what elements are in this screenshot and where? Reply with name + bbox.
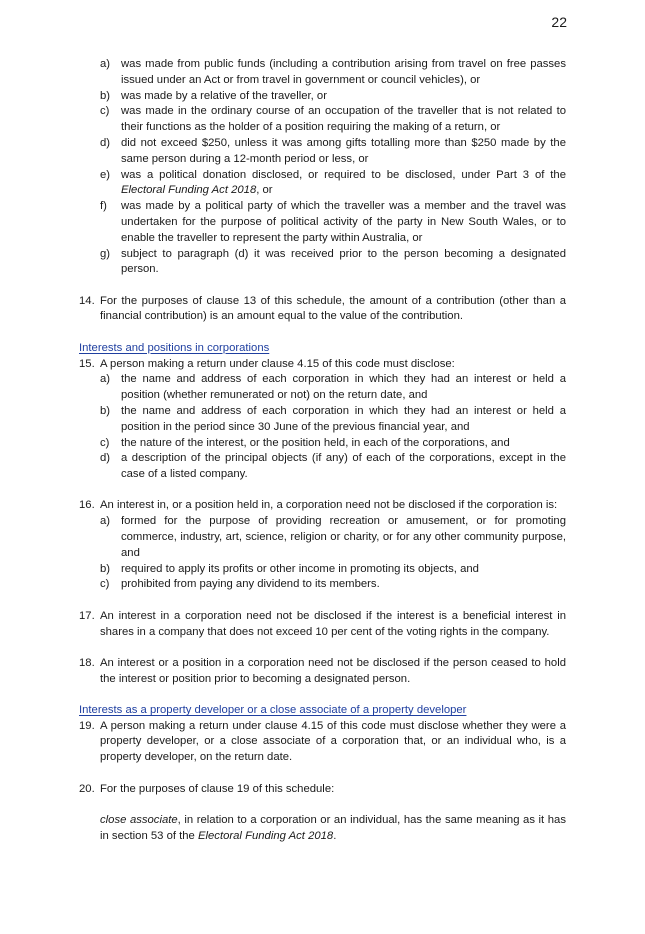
list-item: [79, 436, 566, 452]
definition-end: .: [333, 829, 337, 842]
list-label: b): [100, 404, 111, 417]
list-label: a): [100, 58, 111, 70]
clause-14: [79, 294, 566, 326]
list-item: [79, 562, 566, 578]
section-heading-corporations: Interests and positions in corporations: [79, 341, 270, 354]
list-text-part: was a political donation disclosed, or required to be disclosed, under Part 3 of the: [121, 168, 566, 181]
act-title: Electoral Funding Act 2018: [197, 829, 334, 842]
list-item: [79, 372, 566, 404]
clause-number: 14.: [79, 294, 95, 307]
clause-number: 16.: [79, 499, 95, 512]
list-item: [79, 577, 566, 593]
list-label: c): [100, 436, 110, 449]
list-item: [79, 514, 566, 561]
clause-16: [79, 498, 566, 514]
list-item: [79, 404, 566, 436]
list-text: formed for the purpose of providing recreation or amusement, or for promoting commerce, industry, art, science, religion or charity, or for any other community purpose, and: [121, 515, 566, 559]
list-item: [79, 136, 566, 168]
list-text: a description of the principal objects (if any) of each of the corporations, except in the case of a listed company.: [121, 452, 566, 481]
list-label: f): [100, 200, 107, 213]
list-label: e): [100, 168, 111, 181]
clause-number: 18.: [79, 656, 95, 669]
list-label: g): [100, 247, 111, 260]
section-heading-property-developer: Interests as a property developer or a close associate of a property developer: [79, 703, 467, 716]
list-text: the name and address of each corporation in which they had an interest or held a position in the period since 30 June of the previous financial year, and: [121, 404, 566, 433]
clause-19: [79, 719, 566, 766]
clause-number: 17.: [79, 609, 95, 622]
list-label: a): [100, 515, 111, 528]
definition-text: , in relation to a corporation or an individual, has the same meaning as it has in section 53 of the: [100, 813, 566, 842]
clause-text: For the purposes of clause 13 of this schedule, the amount of a contribution (other than a financial contribution) is an amount equal to the value of the contribution.: [100, 294, 566, 323]
list-label: b): [100, 89, 111, 102]
list-label: b): [100, 562, 111, 575]
list-text: was made from public funds (including a contribution arising from travel on free passes issued under an Act or from travel in government or council vehicles), or: [121, 58, 566, 86]
list-text: the name and address of each corporation in which they had an interest or held a position (whether remunerated or not) on the return date, and: [121, 373, 566, 402]
list-text: was made by a relative of the traveller, or: [121, 89, 327, 102]
clause-15: [79, 357, 566, 373]
list-item: [79, 168, 566, 200]
list-item: [79, 104, 566, 136]
clause-20: [79, 782, 566, 798]
page-number: 22: [551, 14, 567, 30]
list-text: was made in the ordinary course of an occupation of the traveller that is not related to their functions as the holder of a position requiring the making of a return, or: [121, 105, 566, 134]
clause-text: A person making a return under clause 4.15 of this code must disclose whether they were a property developer, or a close associate of a corporation that, or an individual who, is a property developer, on the return date.: [100, 719, 566, 764]
defined-term: close associate: [100, 813, 178, 826]
list-text: the nature of the interest, or the position held, in each of the corporations, and: [121, 436, 510, 449]
definition-paragraph: [79, 813, 566, 845]
clause-text: An interest in, or a position held in, a corporation need not be disclosed if the corporation is:: [100, 499, 558, 512]
list-item: [79, 451, 566, 483]
clause-number: 19.: [79, 719, 95, 732]
list-item: [79, 89, 566, 105]
document-body: [79, 57, 566, 844]
list-text: was made by a political party of which the traveller was a member and the travel was undertaken for the purpose of political activity of the party in New South Wales, or to enable the traveller to represent the party within Australia, or: [121, 200, 566, 244]
clause-number: 20.: [79, 782, 95, 795]
list-item: [79, 247, 566, 279]
clause-text: For the purposes of clause 19 of this schedule:: [100, 782, 335, 795]
clause-text: An interest in a corporation need not be disclosed if the interest is a beneficial interest in shares in a company that does not exceed 10 per cent of the voting rights in the company.: [100, 609, 566, 638]
list-text: did not exceed $250, unless it was among gifts totalling more than $250 made by the same person during a 12-month period or less, or: [121, 136, 566, 165]
list-label: a): [100, 373, 111, 386]
clause-17: [79, 609, 566, 641]
list-label: d): [100, 452, 111, 465]
clause-number: 15.: [79, 357, 95, 370]
list-label: c): [100, 578, 110, 591]
list-item: [79, 199, 566, 246]
clause-text: A person making a return under clause 4.15 of this code must disclose:: [100, 357, 455, 370]
act-title: Electoral Funding Act 2018: [121, 184, 257, 197]
clause-18: [79, 656, 566, 688]
list-label: c): [100, 105, 110, 118]
list-text: [121, 168, 566, 200]
list-label: d): [100, 136, 111, 149]
list-item: [79, 57, 566, 89]
list-text-part: , or: [256, 184, 273, 197]
clause-text: An interest or a position in a corporation need not be disclosed if the person ceased to hold the interest or position prior to becoming a designated person.: [100, 656, 566, 685]
list-text: required to apply its profits or other income in promoting its objects, and: [121, 562, 479, 575]
list-text: subject to paragraph (d) it was received prior to the person becoming a designated person.: [121, 247, 566, 276]
list-text: prohibited from paying any dividend to its members.: [121, 578, 380, 591]
